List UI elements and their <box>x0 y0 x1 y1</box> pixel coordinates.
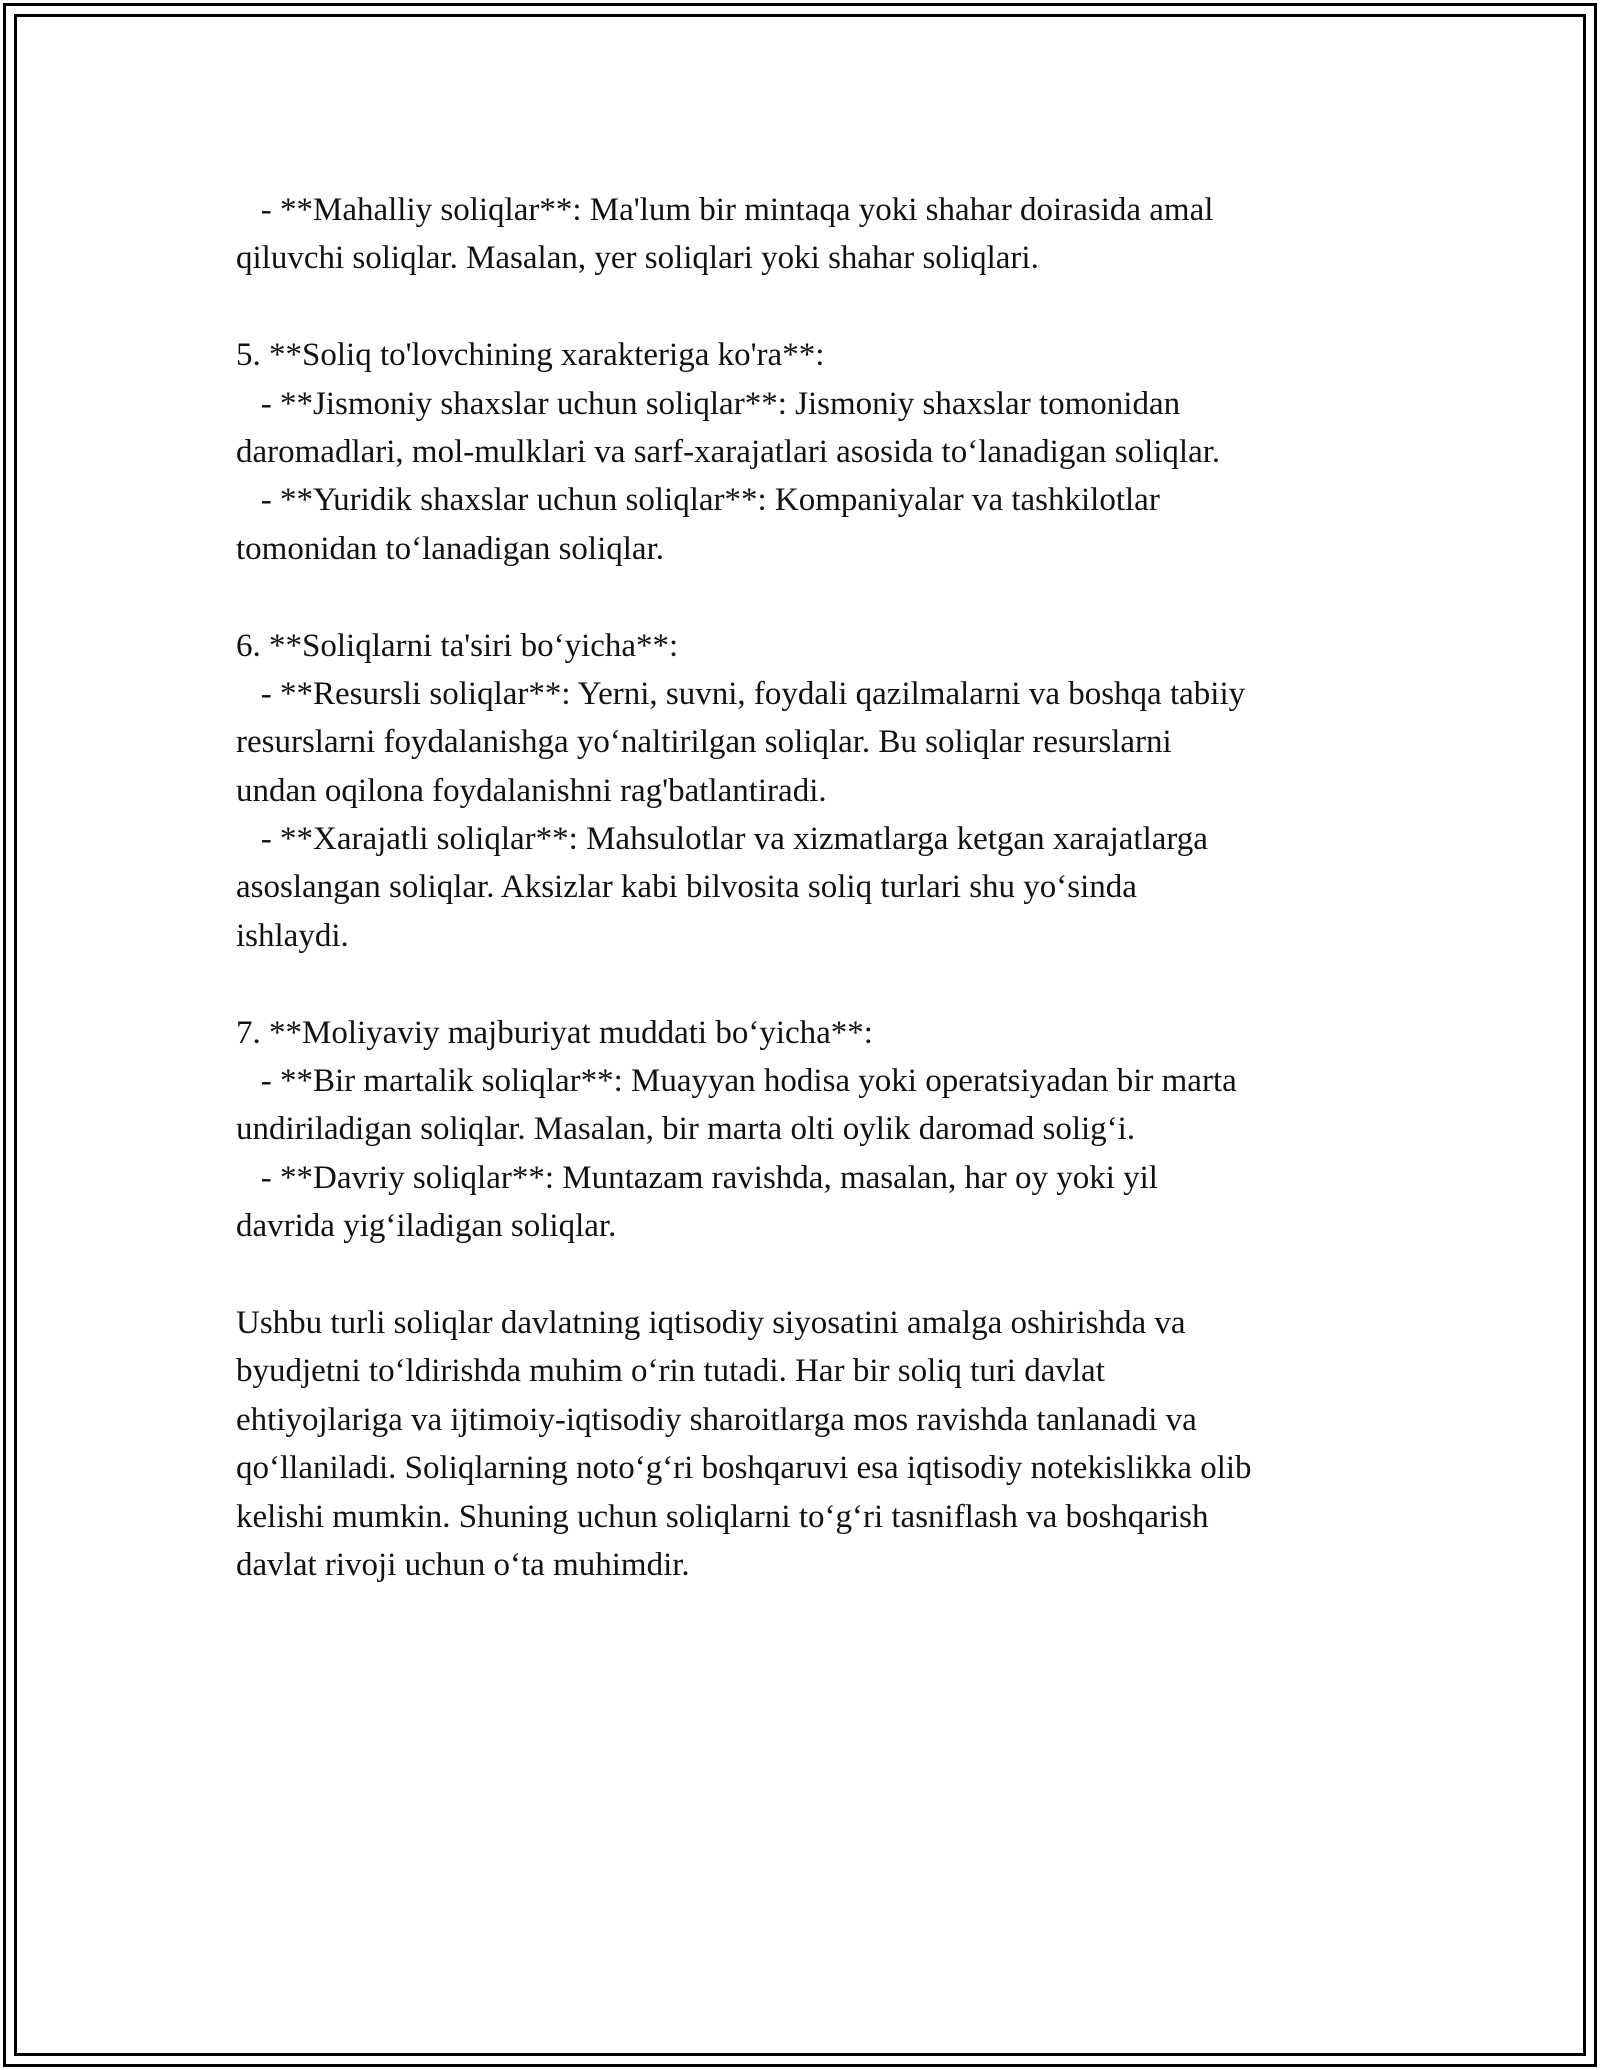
blank-line <box>236 573 1376 621</box>
text-line: - **Davriy soliqlar**: Muntazam ravishda, masalan, har oy yoki yil <box>236 1159 1158 1196</box>
section-heading-7: 7. **Moliyaviy majburiyat muddati bo‘yicha**: <box>236 1014 873 1051</box>
section-heading-5: 5. **Soliq to'lovchining xarakteriga ko'ra**: <box>236 337 825 374</box>
text-line: qiluvchi soliqlar. Masalan, yer soliqlari yoki shahar soliqlari. <box>236 240 1039 277</box>
blank-line <box>236 283 1376 331</box>
conclusion-line: kelishi mumkin. Shuning uchun soliqlarni to‘g‘ri tasniflash va boshqarish <box>236 1498 1209 1535</box>
conclusion-line: qo‘llaniladi. Soliqlarning noto‘g‘ri boshqaruvi esa iqtisodiy notekislikka olib <box>236 1450 1252 1487</box>
text-line: davrida yig‘iladigan soliqlar. <box>236 1208 617 1245</box>
conclusion-line: ehtiyojlariga va ijtimoiy-iqtisodiy sharoitlarga mos ravishda tanlanadi va <box>236 1401 1197 1438</box>
section-heading-6: 6. **Soliqlarni ta'siri bo‘yicha**: <box>236 627 679 664</box>
blank-line <box>236 1251 1376 1299</box>
text-line: - **Mahalliy soliqlar**: Ma'lum bir mintaqa yoki shahar doirasida amal <box>236 192 1214 228</box>
text-line: ishlaydi. <box>236 917 349 954</box>
blank-line <box>236 960 1376 1008</box>
conclusion-line: davlat rivoji uchun o‘ta muhimdir. <box>236 1546 690 1583</box>
text-line: - **Resursli soliqlar**: Yerni, suvni, foydali qazilmalarni va boshqa tabiiy <box>236 675 1246 712</box>
text-line: asoslangan soliqlar. Aksizlar kabi bilvosita soliq turlari shu yo‘sinda <box>236 869 1137 906</box>
text-line: resurslarni foydalanishga yo‘naltirilgan soliqlar. Bu soliqlar resurslarni <box>236 724 1172 761</box>
text-line: daromadlari, mol-mulklari va sarf-xarajatlari asosida to‘lanadigan soliqlar. <box>236 433 1221 470</box>
text-line: - **Jismoniy shaxslar uchun soliqlar**: Jismoniy shaxslar tomonidan <box>236 385 1181 422</box>
document-body <box>236 186 1376 1589</box>
text-line: undan oqilona foydalanishni rag'batlantiradi. <box>236 772 827 809</box>
text-line: undiriladigan soliqlar. Masalan, bir marta olti oylik daromad solig‘i. <box>236 1111 1136 1148</box>
conclusion-line: Ushbu turli soliqlar davlatning iqtisodiy siyosatini amalga oshirishda va <box>236 1304 1186 1341</box>
text-line: - **Yuridik shaxslar uchun soliqlar**: Kompaniyalar va tashkilotlar <box>236 482 1160 519</box>
conclusion-line: byudjetni to‘ldirishda muhim o‘rin tutadi. Har bir soliq turi davlat <box>236 1353 1105 1390</box>
text-line: - **Bir martalik soliqlar**: Muayyan hodisa yoki operatsiyadan bir marta <box>236 1063 1237 1100</box>
text-line: tomonidan to‘lanadigan soliqlar. <box>236 530 665 567</box>
text-line: - **Xarajatli soliqlar**: Mahsulotlar va xizmatlarga ketgan xarajatlarga <box>236 821 1208 858</box>
